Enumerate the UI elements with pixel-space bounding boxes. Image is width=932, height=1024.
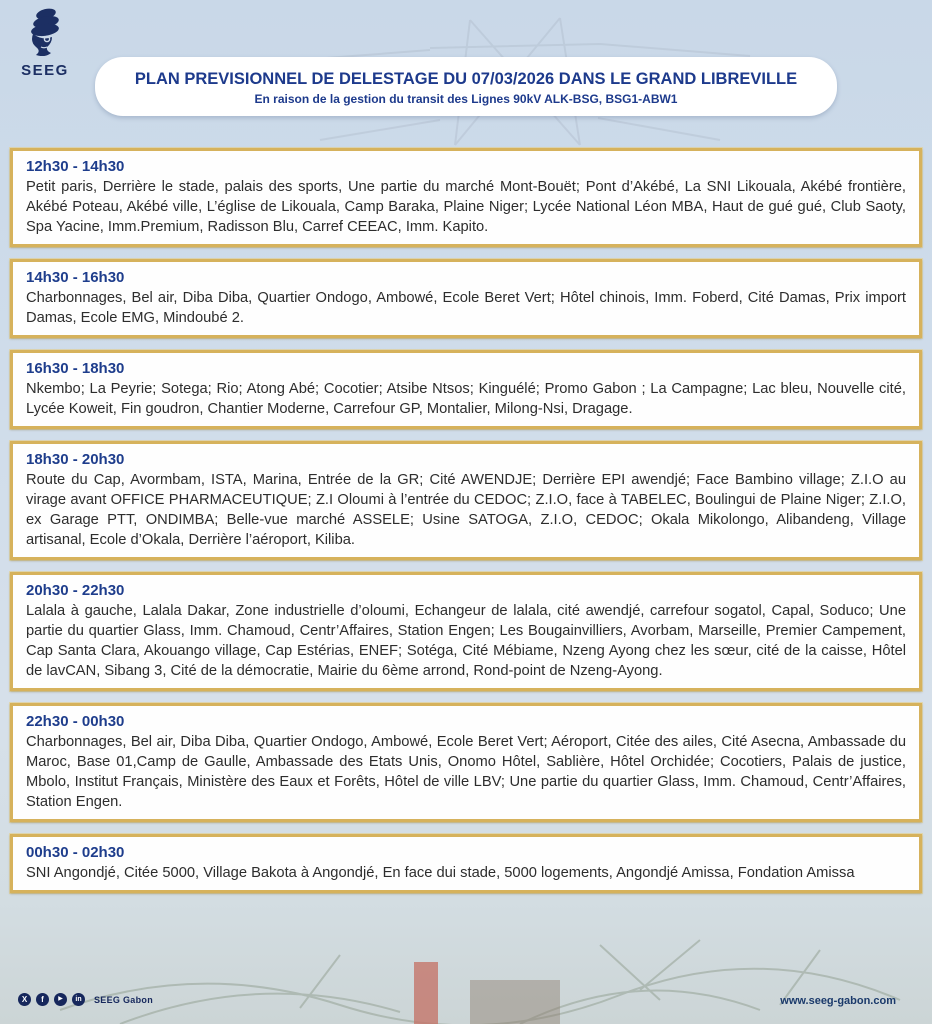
slot-areas: Charbonnages, Bel air, Diba Diba, Quartier Ondogo, Ambowé, Ecole Beret Vert; Hôtel chinois, Imm. Foberd, Cité Damas, Prix import Damas, Ecole EMG, Mindoubé 2. bbox=[26, 290, 906, 326]
delestage-slot bbox=[10, 259, 922, 338]
seeg-logo-icon bbox=[19, 6, 71, 56]
x-icon: X bbox=[18, 993, 31, 1006]
seeg-logo bbox=[16, 6, 74, 79]
slot-time: 18h30 - 20h30 bbox=[26, 451, 125, 468]
slot-time: 14h30 - 16h30 bbox=[26, 269, 125, 286]
delestage-schedule bbox=[10, 148, 922, 905]
delestage-slot bbox=[10, 572, 922, 691]
delestage-slot bbox=[10, 834, 922, 893]
delestage-slot bbox=[10, 350, 922, 429]
slot-areas: Nkembo; La Peyrie; Sotega; Rio; Atong Abé; Cocotier; Atsibe Ntsos; Kinguélé; Promo Gabon ; La Campagne; Lac bleu, Nouvelle cité, Lycée Koweit, Fin goudron, Chantier Moderne, Carrefour GP, Montalier, Milong-Nsi, Dragage. bbox=[26, 381, 906, 417]
slot-time: 22h30 - 00h30 bbox=[26, 713, 125, 730]
slot-time: 12h30 - 14h30 bbox=[26, 158, 125, 175]
footer-website: www.seeg-gabon.com bbox=[780, 995, 896, 1007]
delestage-slot bbox=[10, 441, 922, 560]
youtube-icon: ▶ bbox=[54, 993, 67, 1006]
slot-areas: SNI Angondjé, Citée 5000, Village Bakota à Angondjé, En face dui stade, 5000 logements, Angondjé Amissa, Fondation Amissa bbox=[26, 865, 855, 881]
delestage-slot bbox=[10, 703, 922, 822]
seeg-logo-text: SEEG bbox=[21, 62, 69, 79]
slot-time: 20h30 - 22h30 bbox=[26, 582, 125, 599]
slot-time: 16h30 - 18h30 bbox=[26, 360, 125, 377]
page-subtitle: En raison de la gestion du transit des Lignes 90kV ALK-BSG, BSG1-ABW1 bbox=[254, 92, 678, 106]
page-title: PLAN PREVISIONNEL DE DELESTAGE DU 07/03/2026 DANS LE GRAND LIBREVILLE bbox=[134, 70, 798, 88]
slot-time: 00h30 - 02h30 bbox=[26, 844, 125, 861]
slot-areas: Route du Cap, Avormbam, ISTA, Marina, Entrée de la GR; Cité AWENDJE; Derrière EPI awendjé; Face Bambino village; Z.I.O au virage avant OFFICE PHARMACEUTIQUE; Z.I Oloumi à l’entrée du CEDOC; Z.I.O, face à TABELEC, Boulingui de Plaine Niger; Z.I.O, ex Garage PTT, ONDIMBA; Belle-vue marché ASSELE; Usine SATOGA, Z.I.O, CEDOC; Okala Mikolongo, Alibandeng, Village artisanal, Ecole d’Okala, Derrière l’aéroport, Kiliba. bbox=[26, 472, 906, 548]
slot-areas: Petit paris, Derrière le stade, palais des sports, Une partie du marché Mont-Bouët; Pont d’Akébé, La SNI Likouala, Akébé frontière, Akébé Poteau, Akébé ville, L’église de Likouala, Camp Baraka, Plaine Niger; Lycée National Léon MBA, Haut de gué gué, Club Saoty, Spa Yacine, Imm.Premium, Radisson Blu, Carref CEEAC, Imm. Kapito. bbox=[26, 179, 906, 235]
slot-areas: Charbonnages, Bel air, Diba Diba, Quartier Ondogo, Ambowé, Ecole Beret Vert; Aéroport, Citée des ailes, Cité Asecna, Ambassade du Maroc, Base 01,Camp de Gaulle, Ambassade des Etats Unis, Onomo Hôtel, Sablière, Hôtel Orchidée; Cocotiers, Palais de justice, Mbolo, Institut Français, Ministère des Eaux et Forêts, Hôtel de ville LBV; Une partie du quartier Glass, Imm. Chamoud, Centr’Affaires, Station Engen. bbox=[26, 734, 906, 810]
delestage-slot bbox=[10, 148, 922, 247]
footer bbox=[0, 982, 932, 1024]
social-icons bbox=[18, 993, 153, 1006]
facebook-icon: f bbox=[36, 993, 49, 1006]
slot-areas: Lalala à gauche, Lalala Dakar, Zone industrielle d’oloumi, Echangeur de lalala, cité awendjé, carrefour sogatol, Capal, Soduco; Une partie du quartier Glass, Imm. Chamoud, Centr’Affaires, Station Engen; Les Bougainvilliers, Avorbam, Marseille, Premier Campement, Cap Santa Clara, Akouango village, Cap Estérias, ENEF; Sotéga, Cité Mébiame, Nzeng Ayong chez les sœur, cité de la caisse, Hôtel de lavCAN, Sibang 3, Cité de la démocratie, Mairie du 6ème arrond, Rond-point de Nzeng-Ayong. bbox=[26, 603, 906, 679]
footer-brand: SEEG Gabon bbox=[94, 994, 154, 1005]
title-banner bbox=[95, 57, 837, 116]
linkedin-icon: in bbox=[72, 993, 85, 1006]
